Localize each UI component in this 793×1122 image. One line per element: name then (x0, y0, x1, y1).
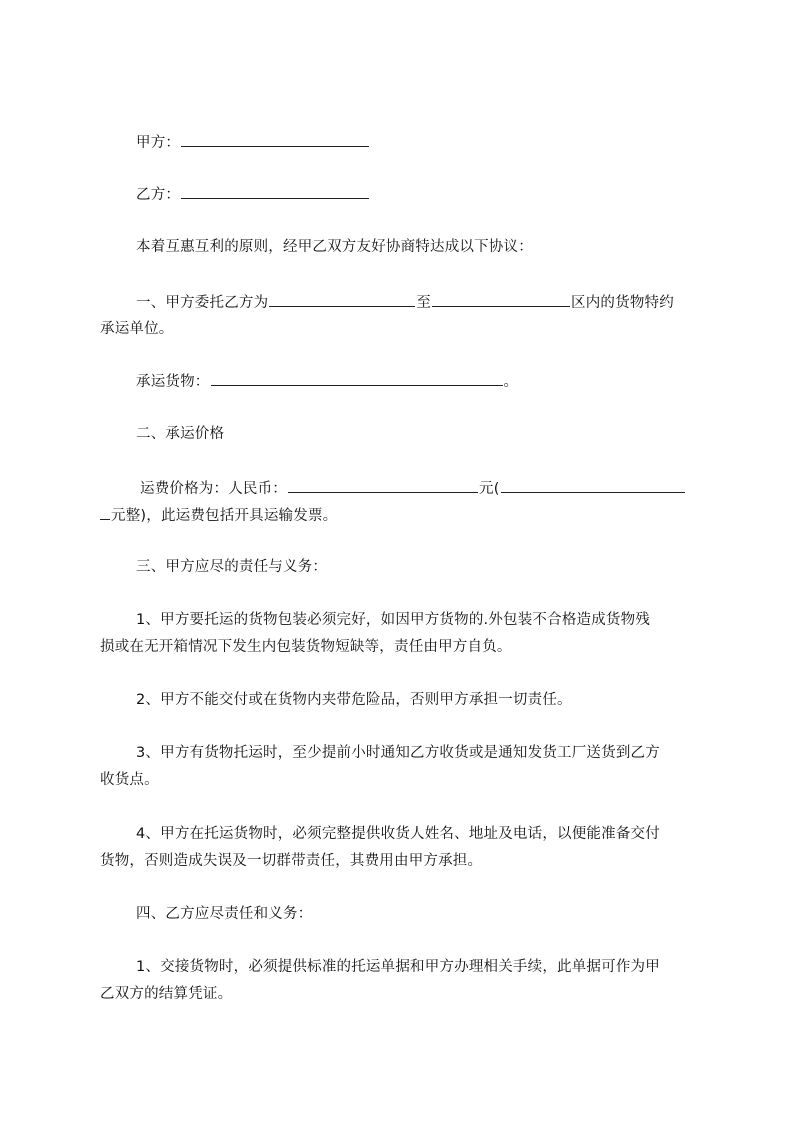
price-label: 运费价格为：人民币： (140, 481, 287, 497)
party-b-line (136, 184, 370, 205)
price-line2 (100, 505, 337, 526)
goods-line (136, 371, 518, 392)
intro-paragraph: 本着互惠互利的原则，经甲乙双方友好协商特达成以下协议： (136, 239, 533, 255)
clause1-end: 区内的货物特约 (571, 295, 674, 311)
party-a-blank (181, 132, 369, 147)
clause1-from-blank (269, 292, 415, 307)
price-amount-blank (288, 478, 478, 493)
clause2-heading: 二、承运价格 (136, 426, 225, 442)
price-line1 (140, 478, 686, 499)
clause4-item1-line2: 乙双方的结算凭证。 (100, 986, 233, 1002)
clause1-start: 一、甲方委托乙方为 (136, 295, 269, 311)
party-a-line (136, 132, 370, 153)
party-b-label: 乙方： (136, 187, 181, 203)
goods-blank (211, 371, 503, 386)
clause3-item4-line1: 4、甲方在托运货物时，必须完整提供收货人姓名、地址及电话，以便能准备交付 (136, 826, 660, 842)
clause3-item3-line1: 3、甲方有货物托运时，至少提前小时通知乙方收货或是通知发货工厂送货到乙方 (136, 745, 660, 761)
party-b-blank (181, 184, 369, 199)
clause4-heading: 四、乙方应尽责任和义务： (136, 906, 313, 922)
clause1-line2: 承运单位。 (100, 321, 174, 337)
clause4-item1-line1: 1、交接货物时，必须提供标准的托运单据和甲方办理相关手续，此单据可作为甲 (136, 959, 660, 975)
clause1-line1 (136, 292, 674, 313)
clause1-to-blank (432, 292, 570, 307)
price-words-blank-cont (100, 505, 110, 520)
clause3-item4-line2: 货物，否则造成失误及一切群带责任，其费用由甲方承担。 (100, 853, 483, 869)
clause3-item2: 2、甲方不能交付或在货物内夹带危险品，否则甲方承担一切责任。 (136, 692, 572, 708)
goods-label: 承运货物： (136, 374, 210, 390)
clause3-item3-line2: 收货点。 (100, 772, 159, 788)
goods-end: 。 (503, 374, 519, 390)
price-line2-end: 元整)，此运费包括开具运输发票。 (111, 508, 338, 524)
clause3-heading: 三、甲方应尽的责任与义务： (136, 559, 328, 575)
price-words-blank (501, 478, 685, 493)
clause1-mid: 至 (416, 295, 432, 311)
clause3-item1-line1: 1、甲方要托运的货物包装必须完好，如因甲方货物的.外包装不合格造成货物残 (136, 612, 651, 628)
price-mid: 元( (479, 481, 500, 497)
clause3-item1-line2: 损或在无开箱情况下发生内包装货物短缺等，责任由甲方自负。 (100, 639, 512, 655)
party-a-label: 甲方： (136, 135, 181, 151)
